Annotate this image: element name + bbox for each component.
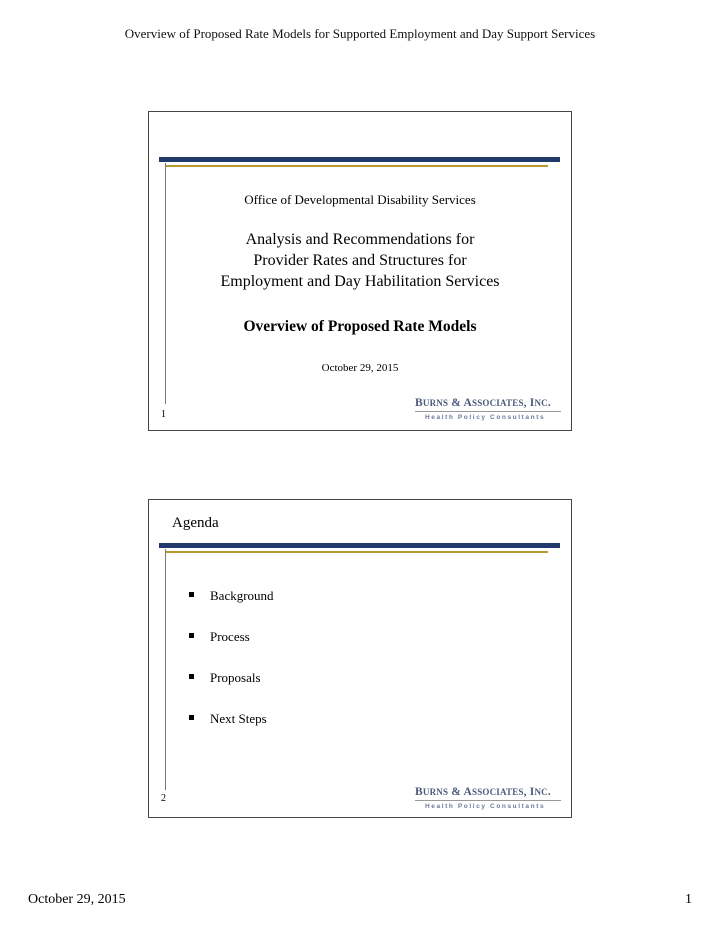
logo-tagline: Health Policy Consultants xyxy=(425,803,546,810)
slide-2 xyxy=(148,499,572,818)
agenda-item: Process xyxy=(187,629,274,670)
agenda-item: Proposals xyxy=(187,670,274,711)
agenda-item: Background xyxy=(187,588,274,629)
footer-date: October 29, 2015 xyxy=(28,892,126,907)
slide-gold-rule xyxy=(166,165,548,167)
burns-associates-logo xyxy=(415,397,565,421)
logo-name: BURNS & ASSOCIATES, INC. xyxy=(415,786,551,798)
analysis-title-line: Employment and Day Habilitation Services xyxy=(220,273,500,290)
footer-page-number: 1 xyxy=(685,892,692,907)
square-bullet-icon xyxy=(189,674,194,679)
agenda-title: Agenda xyxy=(172,515,219,531)
square-bullet-icon xyxy=(189,592,194,597)
analysis-title-line: Analysis and Recommendations for xyxy=(245,231,475,248)
square-bullet-icon xyxy=(189,715,194,720)
agenda-item: Next Steps xyxy=(187,711,274,752)
logo-tagline: Health Policy Consultants xyxy=(425,414,546,421)
analysis-title-line: Provider Rates and Structures for xyxy=(253,252,467,269)
slide-number: 2 xyxy=(161,793,166,804)
slide-navy-bar xyxy=(159,543,560,548)
logo-rule xyxy=(415,411,561,412)
page-header-title: Overview of Proposed Rate Models for Supported Employment and Day Support Services xyxy=(124,26,596,41)
burns-associates-logo xyxy=(415,786,565,810)
slide-date: October 29, 2015 xyxy=(321,362,399,374)
office-name: Office of Developmental Disability Services xyxy=(244,192,476,207)
slide-1 xyxy=(148,111,572,431)
agenda-list xyxy=(187,588,274,752)
logo-name: BURNS & ASSOCIATES, INC. xyxy=(415,397,551,409)
slide-vertical-rule xyxy=(165,549,166,790)
analysis-title xyxy=(149,229,571,292)
square-bullet-icon xyxy=(189,633,194,638)
slide-gold-rule xyxy=(166,551,548,553)
logo-rule xyxy=(415,800,561,801)
slide-number: 1 xyxy=(161,409,166,420)
slide-navy-bar xyxy=(159,157,560,162)
overview-heading: Overview of Proposed Rate Models xyxy=(243,318,477,335)
